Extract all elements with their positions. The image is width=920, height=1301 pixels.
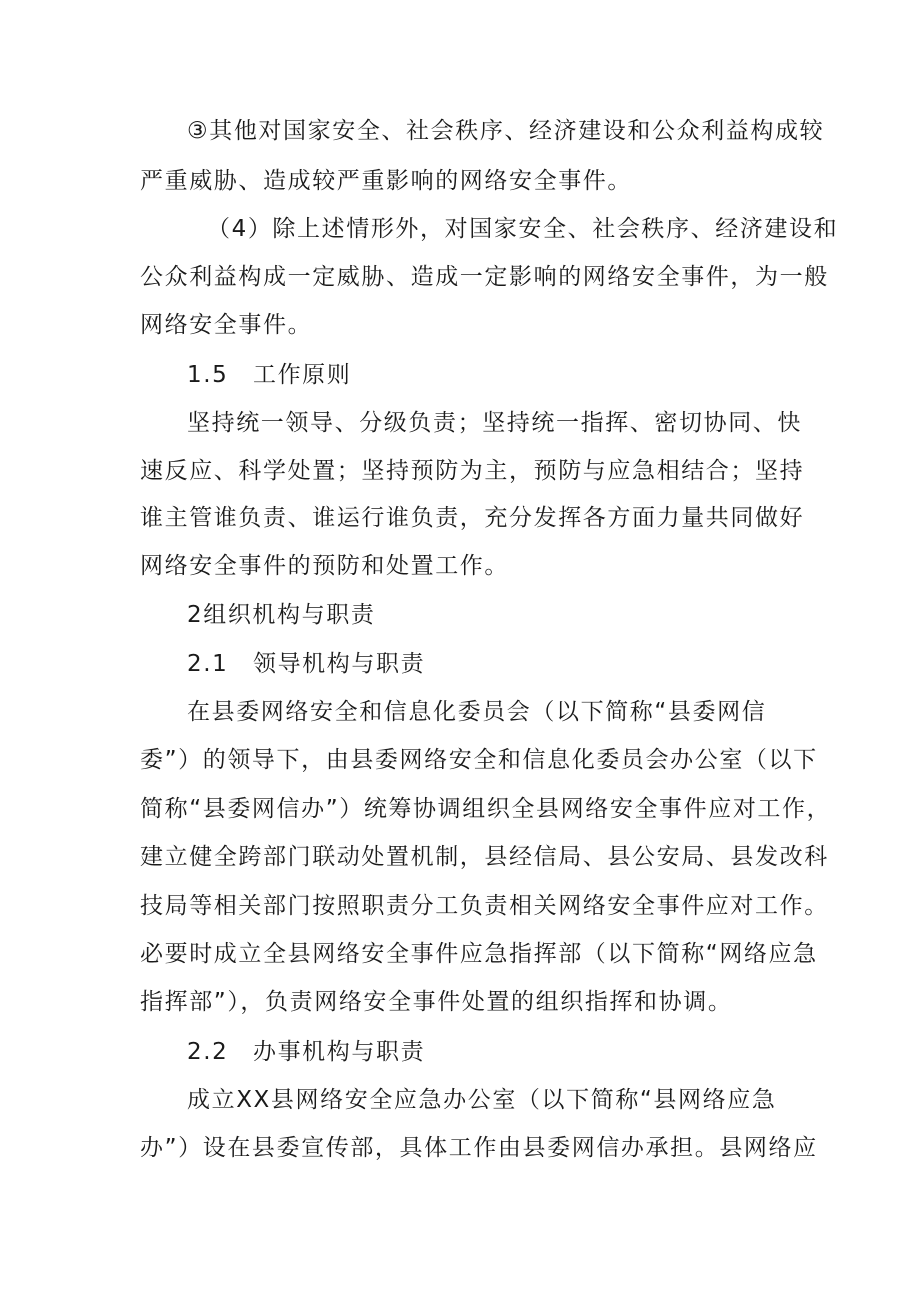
text-line: 办”）设在县委宣传部，具体工作由县委网信办承担。县网络应 [140,1135,818,1161]
text-line: 必要时成立全县网络安全事件应急指挥部（以下简称“网络应急 [140,941,818,967]
section-heading: 2.2 办事机构与职责 [187,1039,426,1065]
text-line: 指挥部”），负责网络安全事件处置的组织指挥和协调。 [140,989,733,1015]
text-line: 在县委网络安全和信息化委员会（以下简称“县委网信 [187,699,767,725]
text-line: 严重威胁、造成较严重影响的网络安全事件。 [140,168,632,194]
text-line: ③其他对国家安全、社会秩序、经济建设和公众利益构成较 [187,118,825,144]
text-line: 坚持统一领导、分级负责；坚持统一指挥、密切协同、快 [187,410,802,436]
section-heading: 2.1 领导机构与职责 [187,651,426,677]
text-line: 网络安全事件。 [140,312,313,338]
section-heading: 1.5 工作原则 [187,362,352,388]
text-line: 网络安全事件的预防和处置工作。 [140,553,509,579]
text-line: （4）除上述情形外，对国家安全、社会秩序、经济建设和 [207,216,839,242]
text-line: 谁主管谁负责、谁运行谁负责，充分发挥各方面力量共同做好 [140,505,805,531]
text-line: 技局等相关部门按照职责分工负责相关网络安全事件应对工作。 [140,893,829,919]
text-line: 委”）的领导下，由县委网络安全和信息化委员会办公室（以下 [140,747,818,773]
text-line: 简称“县委网信办”）统筹协调组织全县网络安全事件应对工作， [140,796,832,822]
text-line: 公众利益构成一定威胁、造成一定影响的网络安全事件，为一般 [140,264,829,290]
text-line: 成立XX县网络安全应急办公室（以下简称“县网络应急 [187,1087,777,1113]
text-line: 速反应、科学处置；坚持预防为主，预防与应急相结合；坚持 [140,458,805,484]
text-line: 建立健全跨部门联动处置机制，县经信局、县公安局、县发改科 [140,844,829,870]
section-heading: 2组织机构与职责 [187,602,376,628]
